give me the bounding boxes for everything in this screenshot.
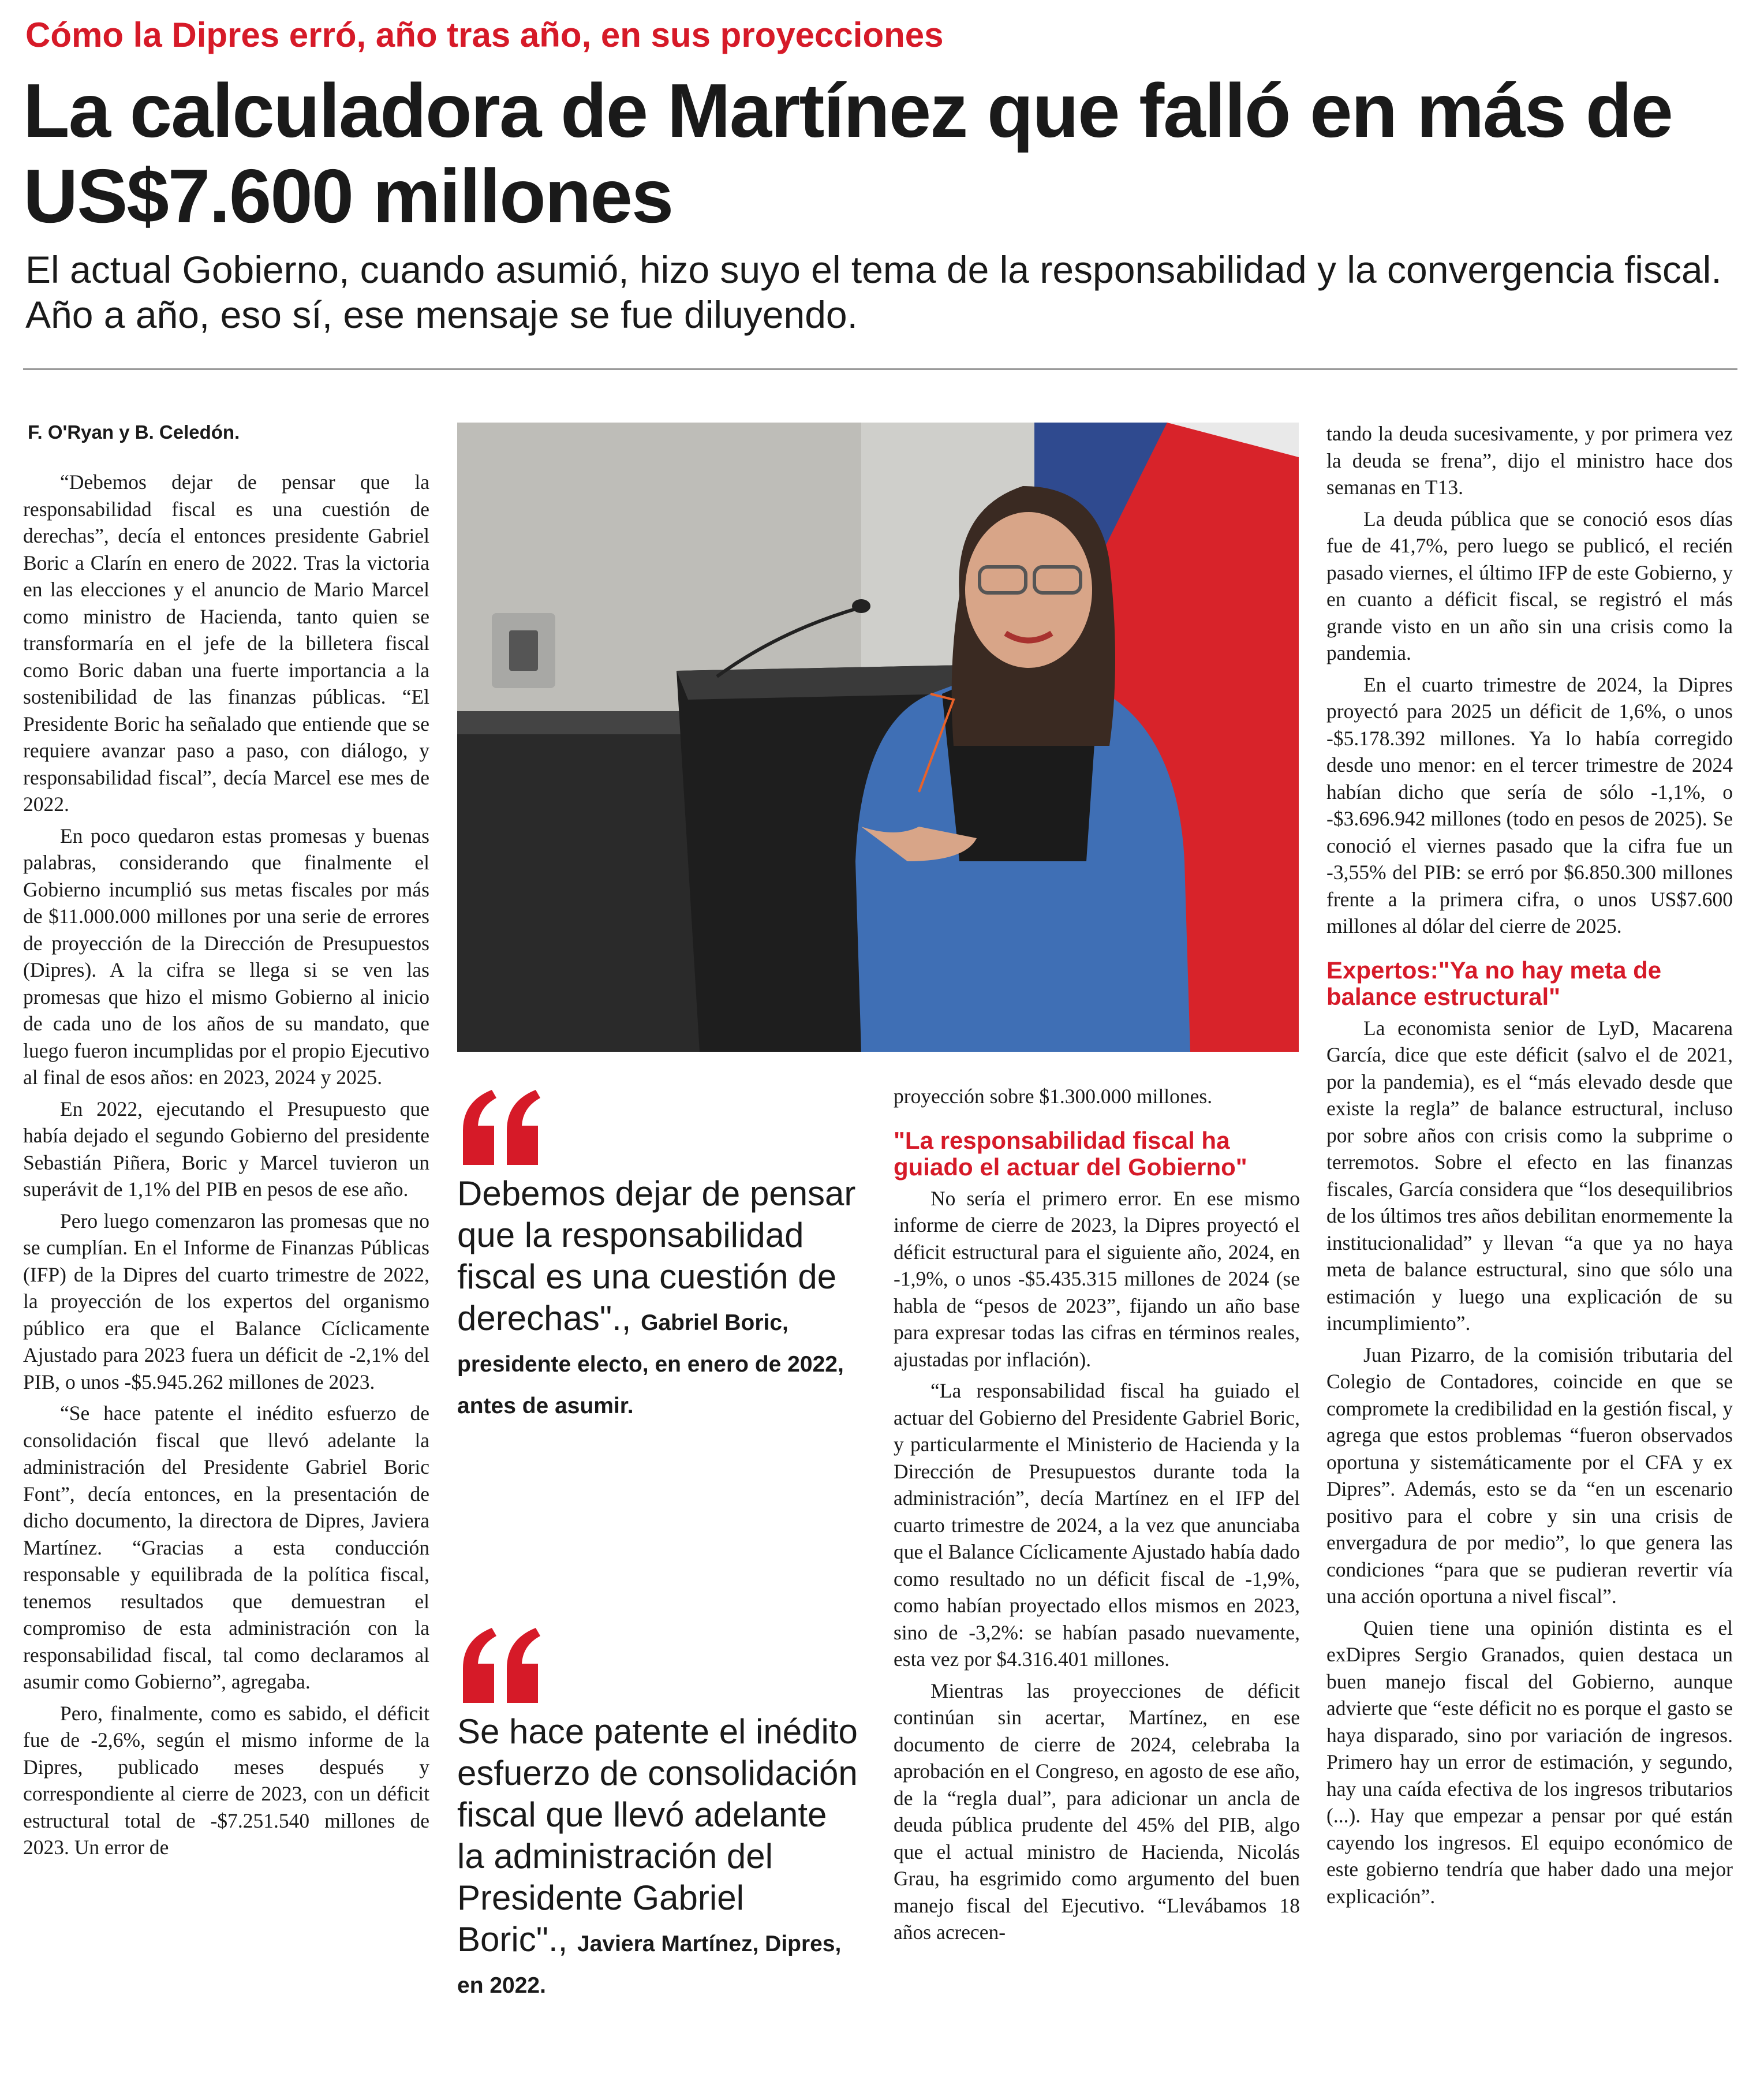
article-photo bbox=[457, 423, 1299, 1052]
pull-quote-text: Se hace patente el inédito esfuerzo de consolidación fiscal que llevó adelante la administración del Presidente Gabriel Boric"., bbox=[457, 1712, 858, 1959]
article-column-3 bbox=[894, 1083, 1300, 2087]
pull-quote-1 bbox=[457, 1090, 861, 1422]
body-paragraph: Pero luego comenzaron las promesas que no se cumplían. En el Informe de Finanzas Públicas (IFP) de la Dipres del cuarto trimestre de 2022, la proyección de los expertos del organismo público era que el Balance Cíclicamente Ajustado para 2023 fuera un déficit de -2,1% del PIB, o unos -$5.945.262 millones de 2023. bbox=[23, 1209, 429, 1394]
body-paragraph: Quien tiene una opinión distinta es el exDipres Sergio Granados, quien destaca un buen manejo fiscal del Gobierno, aunque advierte que “este déficit no es porque el gasto se haya disparado, sino por variación de ingresos. Primero hay un error de estimación, y segundo, hay una caída efectiva de los ingresos tributarios (...). Hay que empezar a pensar por qué están cayendo los ingresos. El equipo económico de este gobierno tendría que haber dado una mejor explicación”. bbox=[1326, 1616, 1733, 1908]
pull-quote-2 bbox=[457, 1628, 861, 2002]
body-paragraph: tando la deuda sucesivamente, y por primera vez la deuda se frena”, dijo el ministro hace dos semanas en T13. bbox=[1326, 422, 1733, 499]
article-deck: El actual Gobierno, cuando asumió, hizo suyo el tema de la responsabilidad y la convergencia fiscal. Año a año, eso sí, ese mensaje se fue diluyendo. bbox=[25, 248, 1722, 336]
body-paragraph: proyección sobre $1.300.000 millones. bbox=[894, 1085, 1213, 1108]
body-paragraph: “La responsabilidad fiscal ha guiado el actuar del Gobierno del Presidente Gabriel Boric, y particularmente el Ministerio de Hacienda y la Dirección de Presupuestos durante toda la administración”, decía Martínez en el IFP del cuarto trimestre de 2024, a la vez que anunciaba que el Balance Cíclicamente Ajustado había dado como resultado no un déficit fiscal de -1,9%, como habían proyectado ellos mismos en 2023, sino de -3,2%: se habían pasado nuevamente, esta vez por $4.316.401 millones. bbox=[894, 1379, 1300, 1671]
article-column-4 bbox=[1326, 420, 1733, 2089]
section-subhead: "La responsabilidad fiscal ha guiado el actuar del Gobierno" bbox=[894, 1126, 1247, 1181]
body-paragraph: “Debemos dejar de pensar que la responsabilidad fiscal es una cuestión de derechas”, decía el entonces presidente Gabriel Boric a Clarín en enero de 2022. Tras la victoria en las elecciones y el anuncio de Mario Marcel como ministro de Hacienda, tanto quien se transformaría en el jefe de la billetera fiscal como Boric daban una fuerte importancia a la sostenibilidad de las finanzas públicas. “El Presidente Boric ha señalado que entiende que se requiere avanzar paso a paso, con diálogo, y responsabilidad fiscal”, decía Marcel ese mes de 2022. bbox=[23, 470, 429, 816]
body-paragraph: La deuda pública que se conoció esos días fue de 41,7%, pero luego se publicó, el recién pasado viernes, el último IFP de este Gobierno, y en cuanto a déficit fiscal, se registró el más grande visto en un año sin una crisis como la pandemia. bbox=[1326, 507, 1733, 664]
body-paragraph: “Se hace patente el inédito esfuerzo de consolidación fiscal que llevó adelante la administración del Presidente Gabriel Boric Font”, decía entonces, en la presentación de dicho documento, la directora de Dipres, Javiera Martínez. “Gracias a esta conducción responsable y equilibrada de la política fiscal, tenemos resultados que demuestran el compromiso de esta administración con la responsabilidad fiscal, tal como declaramos al asumir como Gobierno”, agregaba. bbox=[23, 1402, 429, 1693]
body-paragraph: En 2022, ejecutando el Presupuesto que había dejado el segundo Gobierno del presidente Sebastián Piñera, Boric y Marcel tuvieron un superávit de 1,1% del PIB en pesos de ese año. bbox=[23, 1097, 429, 1201]
article-column-1 bbox=[23, 469, 429, 2085]
quote-mark-icon bbox=[457, 1090, 544, 1165]
article-kicker: Cómo la Dipres erró, año tras año, en sus proyecciones bbox=[25, 16, 944, 54]
pull-quote-text: Debemos dejar de pensar que la responsabilidad fiscal es una cuestión de derechas"., bbox=[457, 1174, 856, 1338]
section-subhead: Expertos:"Ya no hay meta de balance estructural" bbox=[1326, 956, 1662, 1010]
pull-quote-attribution: Javiera Martínez, Dipres, en 2022. bbox=[457, 1932, 842, 1998]
body-paragraph: Pero, finalmente, como es sabido, el déficit fue de -2,6%, según el mismo informe de la Dipres, publicado meses después y correspondiente al cierre de 2023, con un déficit estructural total de -$7.251.540 millones de 2023. Un error de bbox=[23, 1701, 429, 1859]
photo-illustration bbox=[457, 423, 1299, 1052]
pull-quote-attribution: Gabriel Boric, presidente electo, en enero de 2022, antes de asumir. bbox=[457, 1310, 844, 1418]
body-paragraph: La economista senior de LyD, Macarena García, dice que este déficit (salvo el de 2021, por la pandemia), es el “más elevado desde que existe la regla” de balance estructural, incluso por sobre años con crisis como la subprime o terremotos. Sobre el efecto en las finanzas fiscales, García considera que “los desequilibrios de los últimos tres años debilitan enormemente la institucionalidad” y llevan “a que ya no haya meta de balance estructural, sino que sólo una estimación y luego una explicación de su incumplimiento”. bbox=[1326, 1016, 1733, 1335]
article-headline: La calculadora de Martínez que falló en más de US$7.600 millones bbox=[23, 68, 1672, 238]
body-paragraph: Juan Pizarro, de la comisión tributaria del Colegio de Contadores, coincide en que se compromete la credibilidad en la gestión fiscal, y agrega que estos problemas “fueron observados oportuna y sistemáticamente por el CFA y ex Dipres”. Además, esto se da “en un escenario positivo para el cobre y sin una crisis de envergadura de por medio”, lo que genera las condiciones “para que se pudieran revertir vía una acción oportuna a nivel fiscal”. bbox=[1326, 1343, 1733, 1608]
body-paragraph: En poco quedaron estas promesas y buenas palabras, considerando que finalmente el Gobierno incumplió sus metas fiscales por más de $11.000.000 millones por una serie de errores de proyección de la Dirección de Presupuestos (Dipres). A la cifra se llega si se ven las promesas que hizo el mismo Gobierno al inicio de cada uno de los años de su mandato, que luego fueron incumplidas por el propio Ejecutivo al final de esos años: en 2023, 2024 y 2025. bbox=[23, 824, 429, 1089]
article-byline: F. O'Ryan y B. Celedón. bbox=[28, 421, 240, 443]
body-paragraph: No sería el primero error. En ese mismo informe de cierre de 2023, la Dipres proyectó el déficit estructural para el siguiente año, 2024, en -1,9%, o unos -$5.435.315 millones de 2024 (se habla de “pesos de 2023”, fijando un año base para expresar todas las cifras en términos reales, ajustadas por inflación). bbox=[894, 1186, 1300, 1371]
quote-mark-icon bbox=[457, 1628, 544, 1703]
header-divider bbox=[23, 368, 1737, 370]
body-paragraph: En el cuarto trimestre de 2024, la Dipres proyectó para 2025 un déficit de 1,6%, o unos -$5.178.392 millones. Ya lo había corregido desde uno menor: en el tercer trimestre de 2024 habían dicho que sería de sólo -1,1%, o -$3.696.942 millones (todo en pesos de 2025). Se conoció el viernes pasado que la cifra fue un -3,55% del PIB: se erró por $6.850.300 millones frente a la primera cifra, o unos US$7.600 millones al dólar del cierre de 2025. bbox=[1326, 673, 1733, 937]
body-paragraph: Mientras las proyecciones de déficit continúan sin acertar, Martínez, en ese documento de cierre de 2024, celebraba la aprobación en el Congreso, en agosto de ese año, de la “regla dual”, para adicionar un ancla de deuda pública prudente del 45% del PIB, algo que el actual ministro de Hacienda, Nicolás Grau, ha esgrimido como argumento del buen manejo fiscal del Ejecutivo. “Llevábamos 18 años acrecen- bbox=[894, 1679, 1300, 1944]
